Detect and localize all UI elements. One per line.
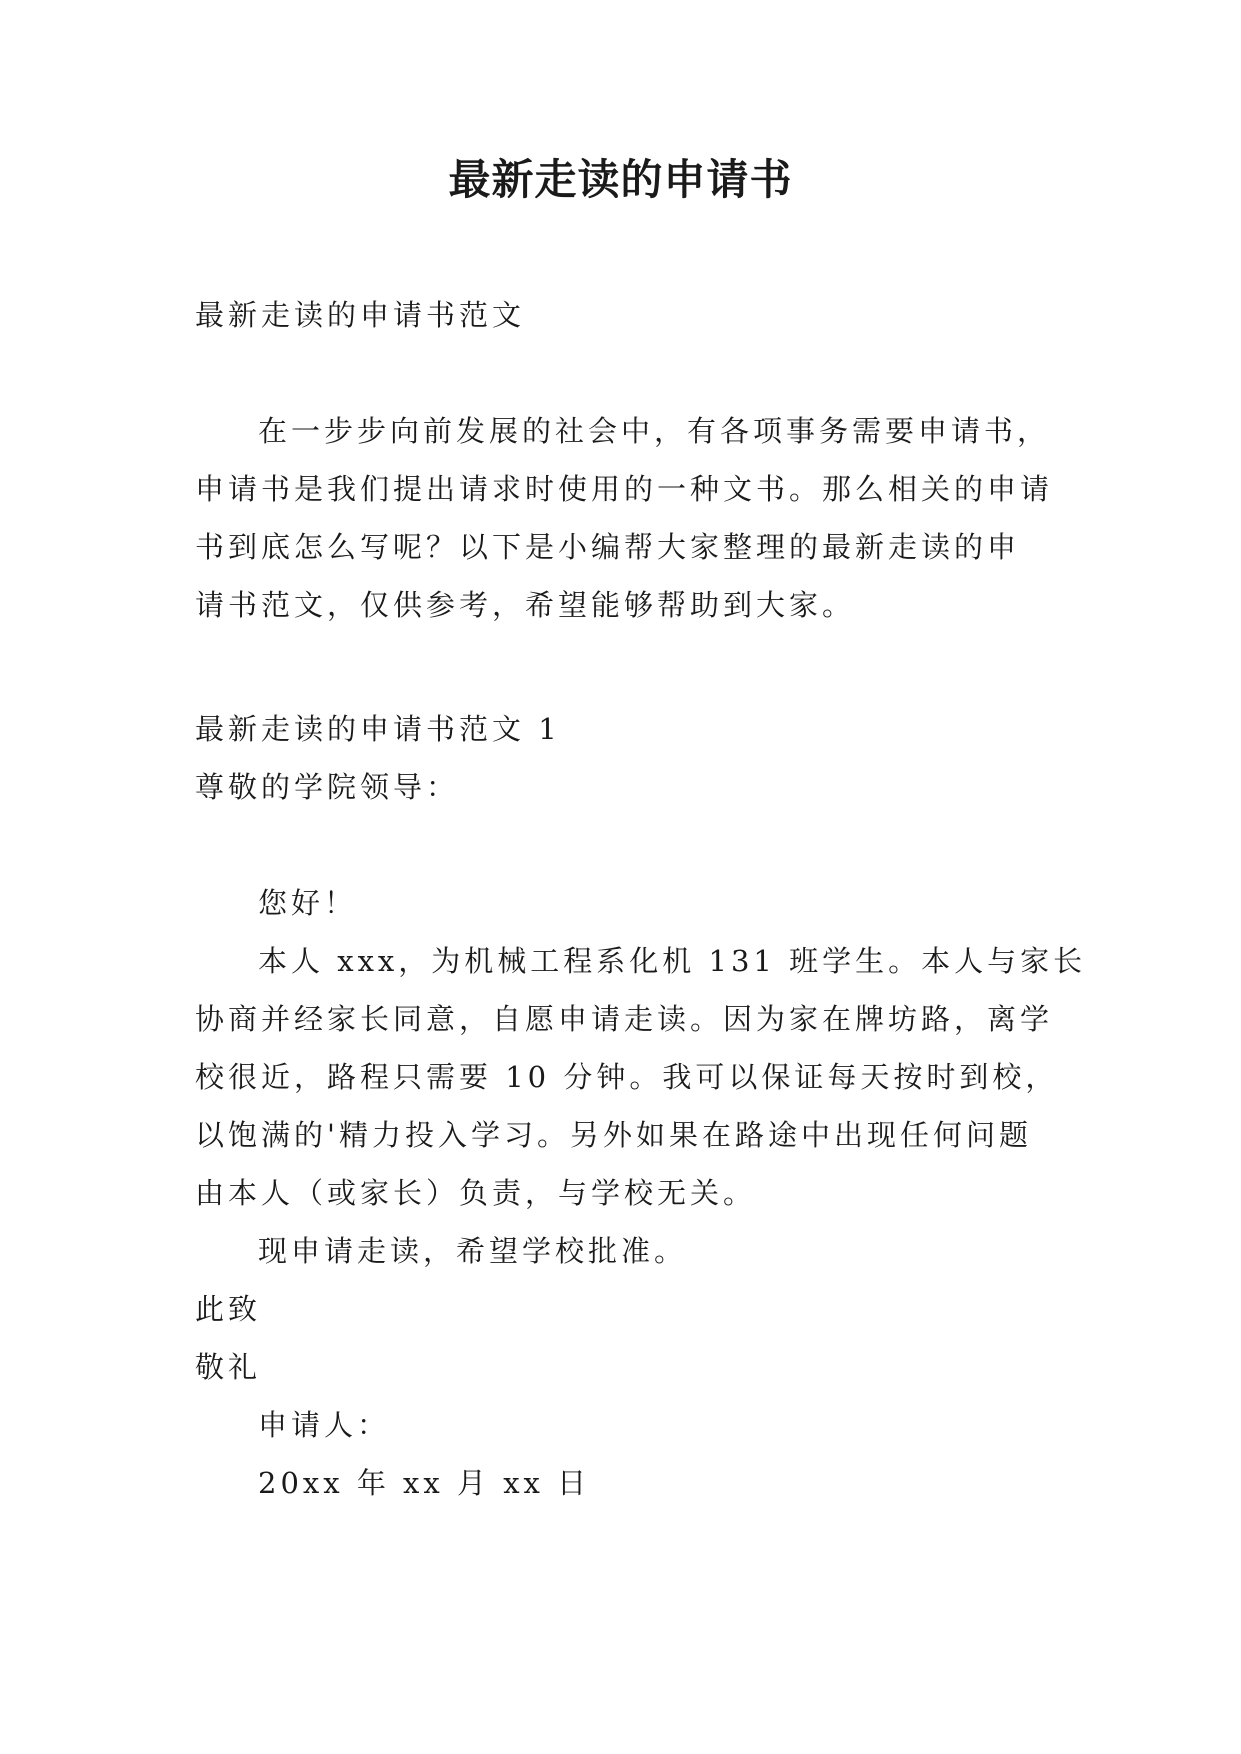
body-line-3: 校很近，路程只需要 10 分钟。我可以保证每天按时到校， [195, 1060, 1059, 1094]
sample-heading: 最新走读的申请书范文 1 [195, 712, 561, 746]
body-line-5: 由本人（或家长）负责，与学校无关。 [195, 1176, 757, 1210]
salutation: 尊敬的学院领导： [195, 770, 460, 804]
request-line: 现申请走读，希望学校批准。 [258, 1234, 688, 1268]
intro-line-2: 申请书是我们提出请求时使用的一种文书。那么相关的申请 [195, 472, 1054, 506]
intro-line-3: 书到底怎么写呢？以下是小编帮大家整理的最新走读的申 [195, 530, 1021, 564]
date-line: 20xx 年 xx 月 xx 日 [258, 1466, 591, 1500]
intro-line-1: 在一步步向前发展的社会中，有各项事务需要申请书， [258, 414, 1051, 448]
closing-jingli: 敬礼 [195, 1350, 262, 1384]
body-line-4: 以饱满的'精力投入学习。另外如果在路途中出现任何问题 [195, 1118, 1032, 1152]
document-title: 最新走读的申请书 [448, 155, 793, 204]
body-line-1: 本人 xxx，为机械工程系化机 131 班学生。本人与家长 [258, 944, 1087, 978]
closing-cizhi: 此致 [195, 1292, 262, 1326]
applicant-label: 申请人： [258, 1408, 391, 1442]
subtitle: 最新走读的申请书范文 [195, 298, 526, 332]
intro-line-4: 请书范文，仅供参考，希望能够帮助到大家。 [195, 588, 856, 622]
greeting: 您好！ [258, 886, 358, 920]
body-line-2: 协商并经家长同意，自愿申请走读。因为家在牌坊路，离学 [195, 1002, 1054, 1036]
